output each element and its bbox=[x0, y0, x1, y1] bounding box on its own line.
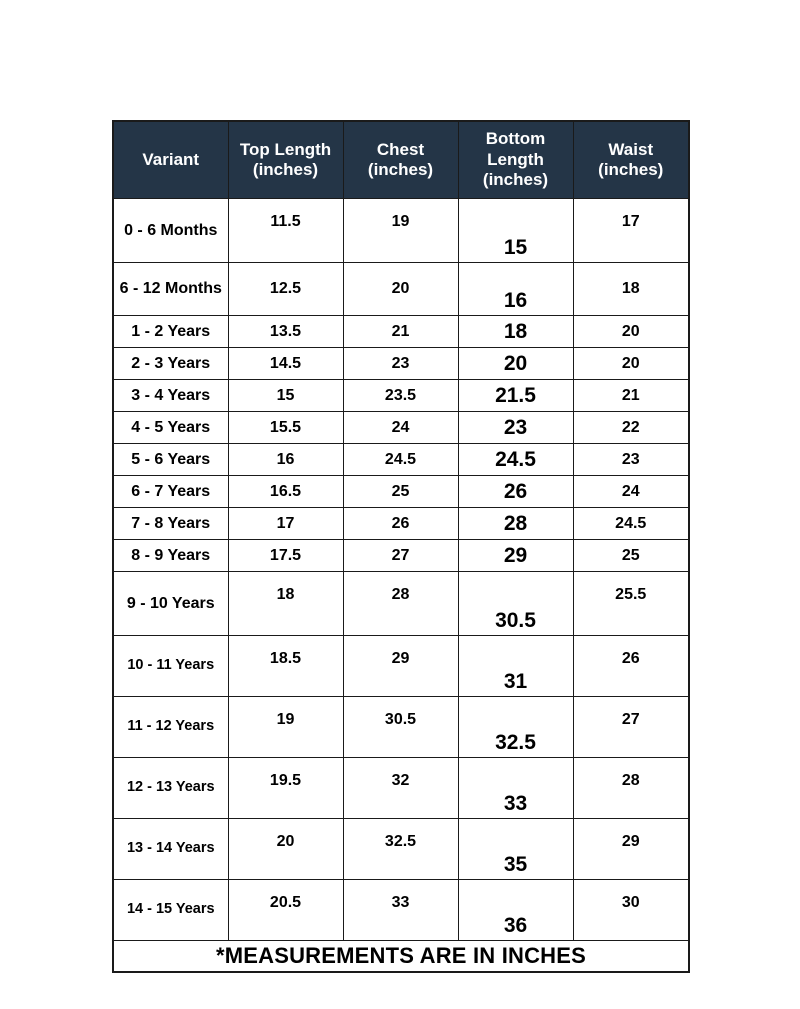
waist-cell: 18 bbox=[573, 263, 689, 316]
bottom-length-cell: 20 bbox=[458, 348, 573, 380]
chest-cell: 32 bbox=[343, 758, 458, 819]
waist-cell: 24 bbox=[573, 476, 689, 508]
waist-cell: 24.5 bbox=[573, 508, 689, 540]
size-chart-table bbox=[112, 120, 690, 973]
table-row bbox=[113, 880, 689, 941]
bottom-length-cell: 15 bbox=[458, 199, 573, 263]
top-length-cell: 14.5 bbox=[228, 348, 343, 380]
bottom-length-cell: 21.5 bbox=[458, 380, 573, 412]
variant-cell: 0 - 6 Months bbox=[113, 199, 228, 263]
header-top-length: Top Length (inches) bbox=[228, 121, 343, 199]
bottom-length-cell: 26 bbox=[458, 476, 573, 508]
variant-cell: 2 - 3 Years bbox=[113, 348, 228, 380]
top-length-cell: 16 bbox=[228, 444, 343, 476]
top-length-cell: 19 bbox=[228, 697, 343, 758]
top-length-cell: 19.5 bbox=[228, 758, 343, 819]
table-row bbox=[113, 540, 689, 572]
chest-cell: 19 bbox=[343, 199, 458, 263]
chest-cell: 26 bbox=[343, 508, 458, 540]
bottom-length-cell: 23 bbox=[458, 412, 573, 444]
waist-cell: 20 bbox=[573, 316, 689, 348]
table-row bbox=[113, 263, 689, 316]
bottom-length-cell: 33 bbox=[458, 758, 573, 819]
top-length-cell: 18.5 bbox=[228, 636, 343, 697]
table-row bbox=[113, 444, 689, 476]
top-length-cell: 13.5 bbox=[228, 316, 343, 348]
chest-cell: 33 bbox=[343, 880, 458, 941]
variant-cell: 6 - 12 Months bbox=[113, 263, 228, 316]
top-length-cell: 11.5 bbox=[228, 199, 343, 263]
top-length-cell: 15 bbox=[228, 380, 343, 412]
waist-cell: 30 bbox=[573, 880, 689, 941]
top-length-cell: 16.5 bbox=[228, 476, 343, 508]
variant-cell: 12 - 13 Years bbox=[113, 758, 228, 819]
header-chest: Chest (inches) bbox=[343, 121, 458, 199]
variant-cell: 8 - 9 Years bbox=[113, 540, 228, 572]
footer-note: *MEASUREMENTS ARE IN INCHES bbox=[113, 941, 689, 973]
table-row bbox=[113, 412, 689, 444]
waist-cell: 21 bbox=[573, 380, 689, 412]
bottom-length-cell: 24.5 bbox=[458, 444, 573, 476]
chest-cell: 32.5 bbox=[343, 819, 458, 880]
chest-cell: 21 bbox=[343, 316, 458, 348]
variant-cell: 11 - 12 Years bbox=[113, 697, 228, 758]
table-row bbox=[113, 636, 689, 697]
header-variant: Variant bbox=[113, 121, 228, 199]
bottom-length-cell: 36 bbox=[458, 880, 573, 941]
table-row bbox=[113, 819, 689, 880]
bottom-length-cell: 31 bbox=[458, 636, 573, 697]
bottom-length-cell: 35 bbox=[458, 819, 573, 880]
bottom-length-cell: 16 bbox=[458, 263, 573, 316]
variant-cell: 9 - 10 Years bbox=[113, 572, 228, 636]
top-length-cell: 12.5 bbox=[228, 263, 343, 316]
top-length-cell: 17.5 bbox=[228, 540, 343, 572]
chest-cell: 29 bbox=[343, 636, 458, 697]
variant-cell: 13 - 14 Years bbox=[113, 819, 228, 880]
table-body bbox=[113, 199, 689, 941]
bottom-length-cell: 29 bbox=[458, 540, 573, 572]
table-row bbox=[113, 697, 689, 758]
top-length-cell: 20 bbox=[228, 819, 343, 880]
chest-cell: 24 bbox=[343, 412, 458, 444]
waist-cell: 20 bbox=[573, 348, 689, 380]
variant-cell: 6 - 7 Years bbox=[113, 476, 228, 508]
waist-cell: 28 bbox=[573, 758, 689, 819]
variant-cell: 3 - 4 Years bbox=[113, 380, 228, 412]
bottom-length-cell: 18 bbox=[458, 316, 573, 348]
variant-cell: 14 - 15 Years bbox=[113, 880, 228, 941]
table-header bbox=[113, 121, 689, 199]
waist-cell: 22 bbox=[573, 412, 689, 444]
variant-cell: 10 - 11 Years bbox=[113, 636, 228, 697]
table-footer bbox=[113, 941, 689, 973]
waist-cell: 25.5 bbox=[573, 572, 689, 636]
waist-cell: 17 bbox=[573, 199, 689, 263]
table-row bbox=[113, 508, 689, 540]
table-row bbox=[113, 380, 689, 412]
variant-cell: 4 - 5 Years bbox=[113, 412, 228, 444]
chest-cell: 23 bbox=[343, 348, 458, 380]
table-row bbox=[113, 572, 689, 636]
table-row bbox=[113, 758, 689, 819]
top-length-cell: 17 bbox=[228, 508, 343, 540]
waist-cell: 27 bbox=[573, 697, 689, 758]
variant-cell: 5 - 6 Years bbox=[113, 444, 228, 476]
waist-cell: 23 bbox=[573, 444, 689, 476]
bottom-length-cell: 32.5 bbox=[458, 697, 573, 758]
chest-cell: 30.5 bbox=[343, 697, 458, 758]
table-row bbox=[113, 199, 689, 263]
top-length-cell: 20.5 bbox=[228, 880, 343, 941]
chest-cell: 20 bbox=[343, 263, 458, 316]
waist-cell: 25 bbox=[573, 540, 689, 572]
waist-cell: 26 bbox=[573, 636, 689, 697]
chest-cell: 24.5 bbox=[343, 444, 458, 476]
top-length-cell: 15.5 bbox=[228, 412, 343, 444]
header-row bbox=[113, 121, 689, 199]
variant-cell: 1 - 2 Years bbox=[113, 316, 228, 348]
chest-cell: 25 bbox=[343, 476, 458, 508]
header-bottom-length: Bottom Length (inches) bbox=[458, 121, 573, 199]
table-row bbox=[113, 348, 689, 380]
table-row bbox=[113, 316, 689, 348]
footer-row bbox=[113, 941, 689, 973]
bottom-length-cell: 30.5 bbox=[458, 572, 573, 636]
header-waist: Waist (inches) bbox=[573, 121, 689, 199]
chest-cell: 28 bbox=[343, 572, 458, 636]
waist-cell: 29 bbox=[573, 819, 689, 880]
bottom-length-cell: 28 bbox=[458, 508, 573, 540]
top-length-cell: 18 bbox=[228, 572, 343, 636]
table-row bbox=[113, 476, 689, 508]
variant-cell: 7 - 8 Years bbox=[113, 508, 228, 540]
chest-cell: 23.5 bbox=[343, 380, 458, 412]
chest-cell: 27 bbox=[343, 540, 458, 572]
